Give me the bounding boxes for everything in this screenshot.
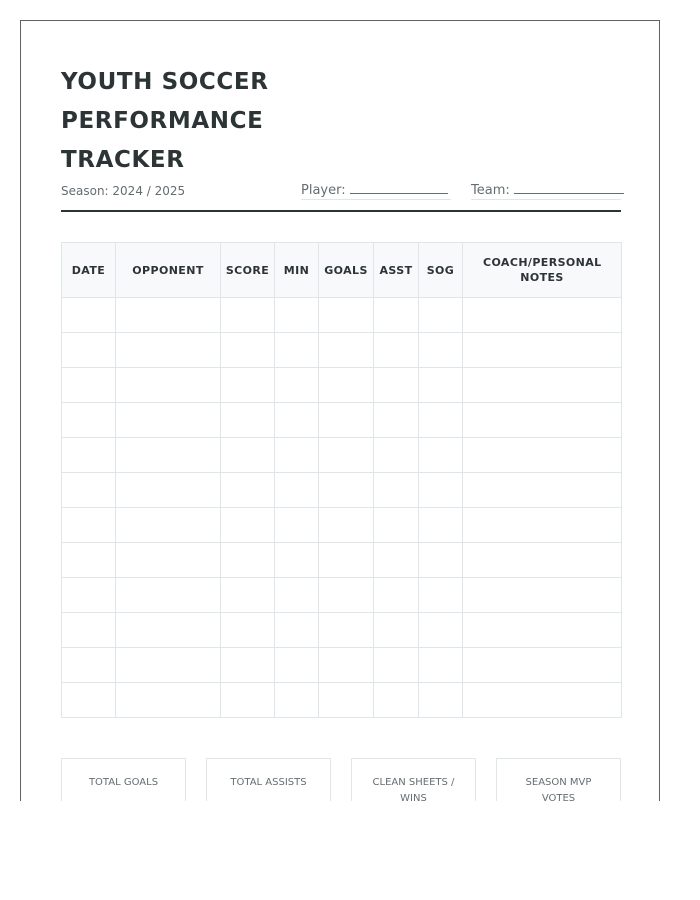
table-cell[interactable]	[374, 473, 419, 508]
table-cell[interactable]	[275, 578, 319, 613]
table-cell[interactable]	[463, 403, 622, 438]
table-cell[interactable]	[116, 333, 221, 368]
tracker-sheet	[20, 20, 660, 801]
table-cell[interactable]	[116, 613, 221, 648]
table-cell[interactable]	[221, 438, 275, 473]
table-row	[62, 368, 622, 403]
table-cell[interactable]	[463, 613, 622, 648]
column-header-min: MIN	[275, 243, 319, 298]
table-cell[interactable]	[62, 298, 116, 333]
table-cell[interactable]	[374, 368, 419, 403]
table-cell[interactable]	[116, 298, 221, 333]
table-cell[interactable]	[463, 683, 622, 718]
table-cell[interactable]	[419, 333, 463, 368]
table-cell[interactable]	[116, 403, 221, 438]
table-cell[interactable]	[419, 543, 463, 578]
table-cell[interactable]	[374, 648, 419, 683]
table-cell[interactable]	[275, 613, 319, 648]
table-cell[interactable]	[275, 648, 319, 683]
table-cell[interactable]	[463, 333, 622, 368]
table-cell[interactable]	[419, 578, 463, 613]
table-cell[interactable]	[374, 683, 419, 718]
table-cell[interactable]	[463, 648, 622, 683]
table-cell[interactable]	[419, 368, 463, 403]
column-header-goals: GOALS	[319, 243, 374, 298]
table-cell[interactable]	[116, 508, 221, 543]
table-cell[interactable]	[116, 648, 221, 683]
table-row	[62, 683, 622, 718]
season-label: Season: 2024 / 2025	[61, 184, 186, 198]
table-cell[interactable]	[116, 543, 221, 578]
table-cell[interactable]	[221, 368, 275, 403]
table-cell[interactable]	[62, 473, 116, 508]
summary-box-total-assists[interactable]	[206, 758, 331, 801]
table-cell[interactable]	[463, 543, 622, 578]
column-header-asst: ASST	[374, 243, 419, 298]
table-cell[interactable]	[62, 508, 116, 543]
table-cell[interactable]	[221, 508, 275, 543]
team-field[interactable]	[471, 180, 621, 200]
column-header-sog: SOG	[419, 243, 463, 298]
table-cell[interactable]	[62, 368, 116, 403]
table-cell[interactable]	[116, 368, 221, 403]
table-cell[interactable]	[374, 508, 419, 543]
summary-label-total-assists: TOTAL ASSISTS	[230, 777, 307, 788]
table-cell[interactable]	[419, 438, 463, 473]
table-row	[62, 648, 622, 683]
player-field[interactable]	[301, 180, 451, 200]
table-cell[interactable]	[419, 298, 463, 333]
table-cell[interactable]	[275, 683, 319, 718]
table-cell[interactable]	[275, 298, 319, 333]
table-cell[interactable]	[116, 438, 221, 473]
table-cell[interactable]	[374, 578, 419, 613]
table-cell[interactable]	[62, 543, 116, 578]
player-label: Player:	[301, 183, 346, 198]
table-row	[62, 543, 622, 578]
table-cell[interactable]	[62, 648, 116, 683]
table-cell[interactable]	[463, 578, 622, 613]
table-cell[interactable]	[221, 683, 275, 718]
table-row	[62, 613, 622, 648]
table-cell[interactable]	[374, 438, 419, 473]
table-cell[interactable]	[319, 403, 374, 438]
table-cell[interactable]	[62, 683, 116, 718]
table-cell[interactable]	[221, 613, 275, 648]
table-cell[interactable]	[116, 683, 221, 718]
table-row	[62, 473, 622, 508]
header-divider	[61, 210, 621, 212]
column-header-notes: COACH/PERSONAL NOTES	[463, 243, 622, 298]
summary-label-mvp-votes: SEASON MVP VOTES	[525, 777, 592, 801]
table-cell[interactable]	[463, 473, 622, 508]
table-cell[interactable]	[374, 333, 419, 368]
table-cell[interactable]	[463, 298, 622, 333]
summary-box-mvp-votes[interactable]	[496, 758, 621, 801]
table-row	[62, 438, 622, 473]
table-row	[62, 403, 622, 438]
table-cell[interactable]	[374, 543, 419, 578]
table-cell[interactable]	[62, 403, 116, 438]
page-title: YOUTH SOCCER PERFORMANCE TRACKER	[61, 69, 269, 173]
table-cell[interactable]	[319, 438, 374, 473]
table-body	[62, 298, 622, 718]
table-row	[62, 333, 622, 368]
table-cell[interactable]	[221, 298, 275, 333]
table-cell[interactable]	[116, 473, 221, 508]
table-cell[interactable]	[221, 543, 275, 578]
table-cell[interactable]	[62, 578, 116, 613]
table-cell[interactable]	[275, 508, 319, 543]
table-cell[interactable]	[221, 403, 275, 438]
table-cell[interactable]	[221, 648, 275, 683]
table-cell[interactable]	[374, 403, 419, 438]
table-cell[interactable]	[463, 508, 622, 543]
table-cell[interactable]	[374, 298, 419, 333]
team-label: Team:	[471, 183, 510, 198]
match-log-table	[61, 242, 622, 718]
table-header-row	[62, 243, 622, 298]
table-cell[interactable]	[275, 543, 319, 578]
table-cell[interactable]	[319, 613, 374, 648]
summary-label-total-goals: TOTAL GOALS	[88, 777, 159, 788]
table-cell[interactable]	[221, 473, 275, 508]
table-cell[interactable]	[319, 683, 374, 718]
table-cell[interactable]	[319, 578, 374, 613]
table-cell[interactable]	[319, 508, 374, 543]
table-cell[interactable]	[275, 473, 319, 508]
table-cell[interactable]	[463, 438, 622, 473]
table-cell[interactable]	[275, 438, 319, 473]
table-row	[62, 298, 622, 333]
table-row	[62, 508, 622, 543]
table-cell[interactable]	[319, 473, 374, 508]
table-cell[interactable]	[275, 333, 319, 368]
table-cell[interactable]	[116, 578, 221, 613]
table-cell[interactable]	[419, 648, 463, 683]
table-cell[interactable]	[419, 683, 463, 718]
team-blank-line	[514, 180, 624, 194]
table-cell[interactable]	[319, 368, 374, 403]
table-cell[interactable]	[221, 578, 275, 613]
table-cell[interactable]	[419, 508, 463, 543]
summary-box-total-goals[interactable]	[61, 758, 186, 801]
table-cell[interactable]	[319, 298, 374, 333]
summary-box-clean-sheets[interactable]	[351, 758, 476, 801]
table-row	[62, 578, 622, 613]
column-header-score: SCORE	[221, 243, 275, 298]
summary-label-clean-sheets: CLEAN SHEETS / WINS	[372, 777, 455, 801]
table-cell[interactable]	[275, 403, 319, 438]
table-cell[interactable]	[374, 613, 419, 648]
table-cell[interactable]	[319, 333, 374, 368]
table-cell[interactable]	[319, 543, 374, 578]
column-header-opponent: OPPONENT	[116, 243, 221, 298]
table-cell[interactable]	[275, 368, 319, 403]
table-cell[interactable]	[62, 613, 116, 648]
table-cell[interactable]	[319, 648, 374, 683]
table-cell[interactable]	[221, 333, 275, 368]
player-blank-line	[350, 180, 448, 194]
table-cell[interactable]	[419, 613, 463, 648]
column-header-date: DATE	[62, 243, 116, 298]
table-cell[interactable]	[419, 403, 463, 438]
table-cell[interactable]	[62, 333, 116, 368]
table-cell[interactable]	[463, 368, 622, 403]
table-cell[interactable]	[419, 473, 463, 508]
table-cell[interactable]	[62, 438, 116, 473]
